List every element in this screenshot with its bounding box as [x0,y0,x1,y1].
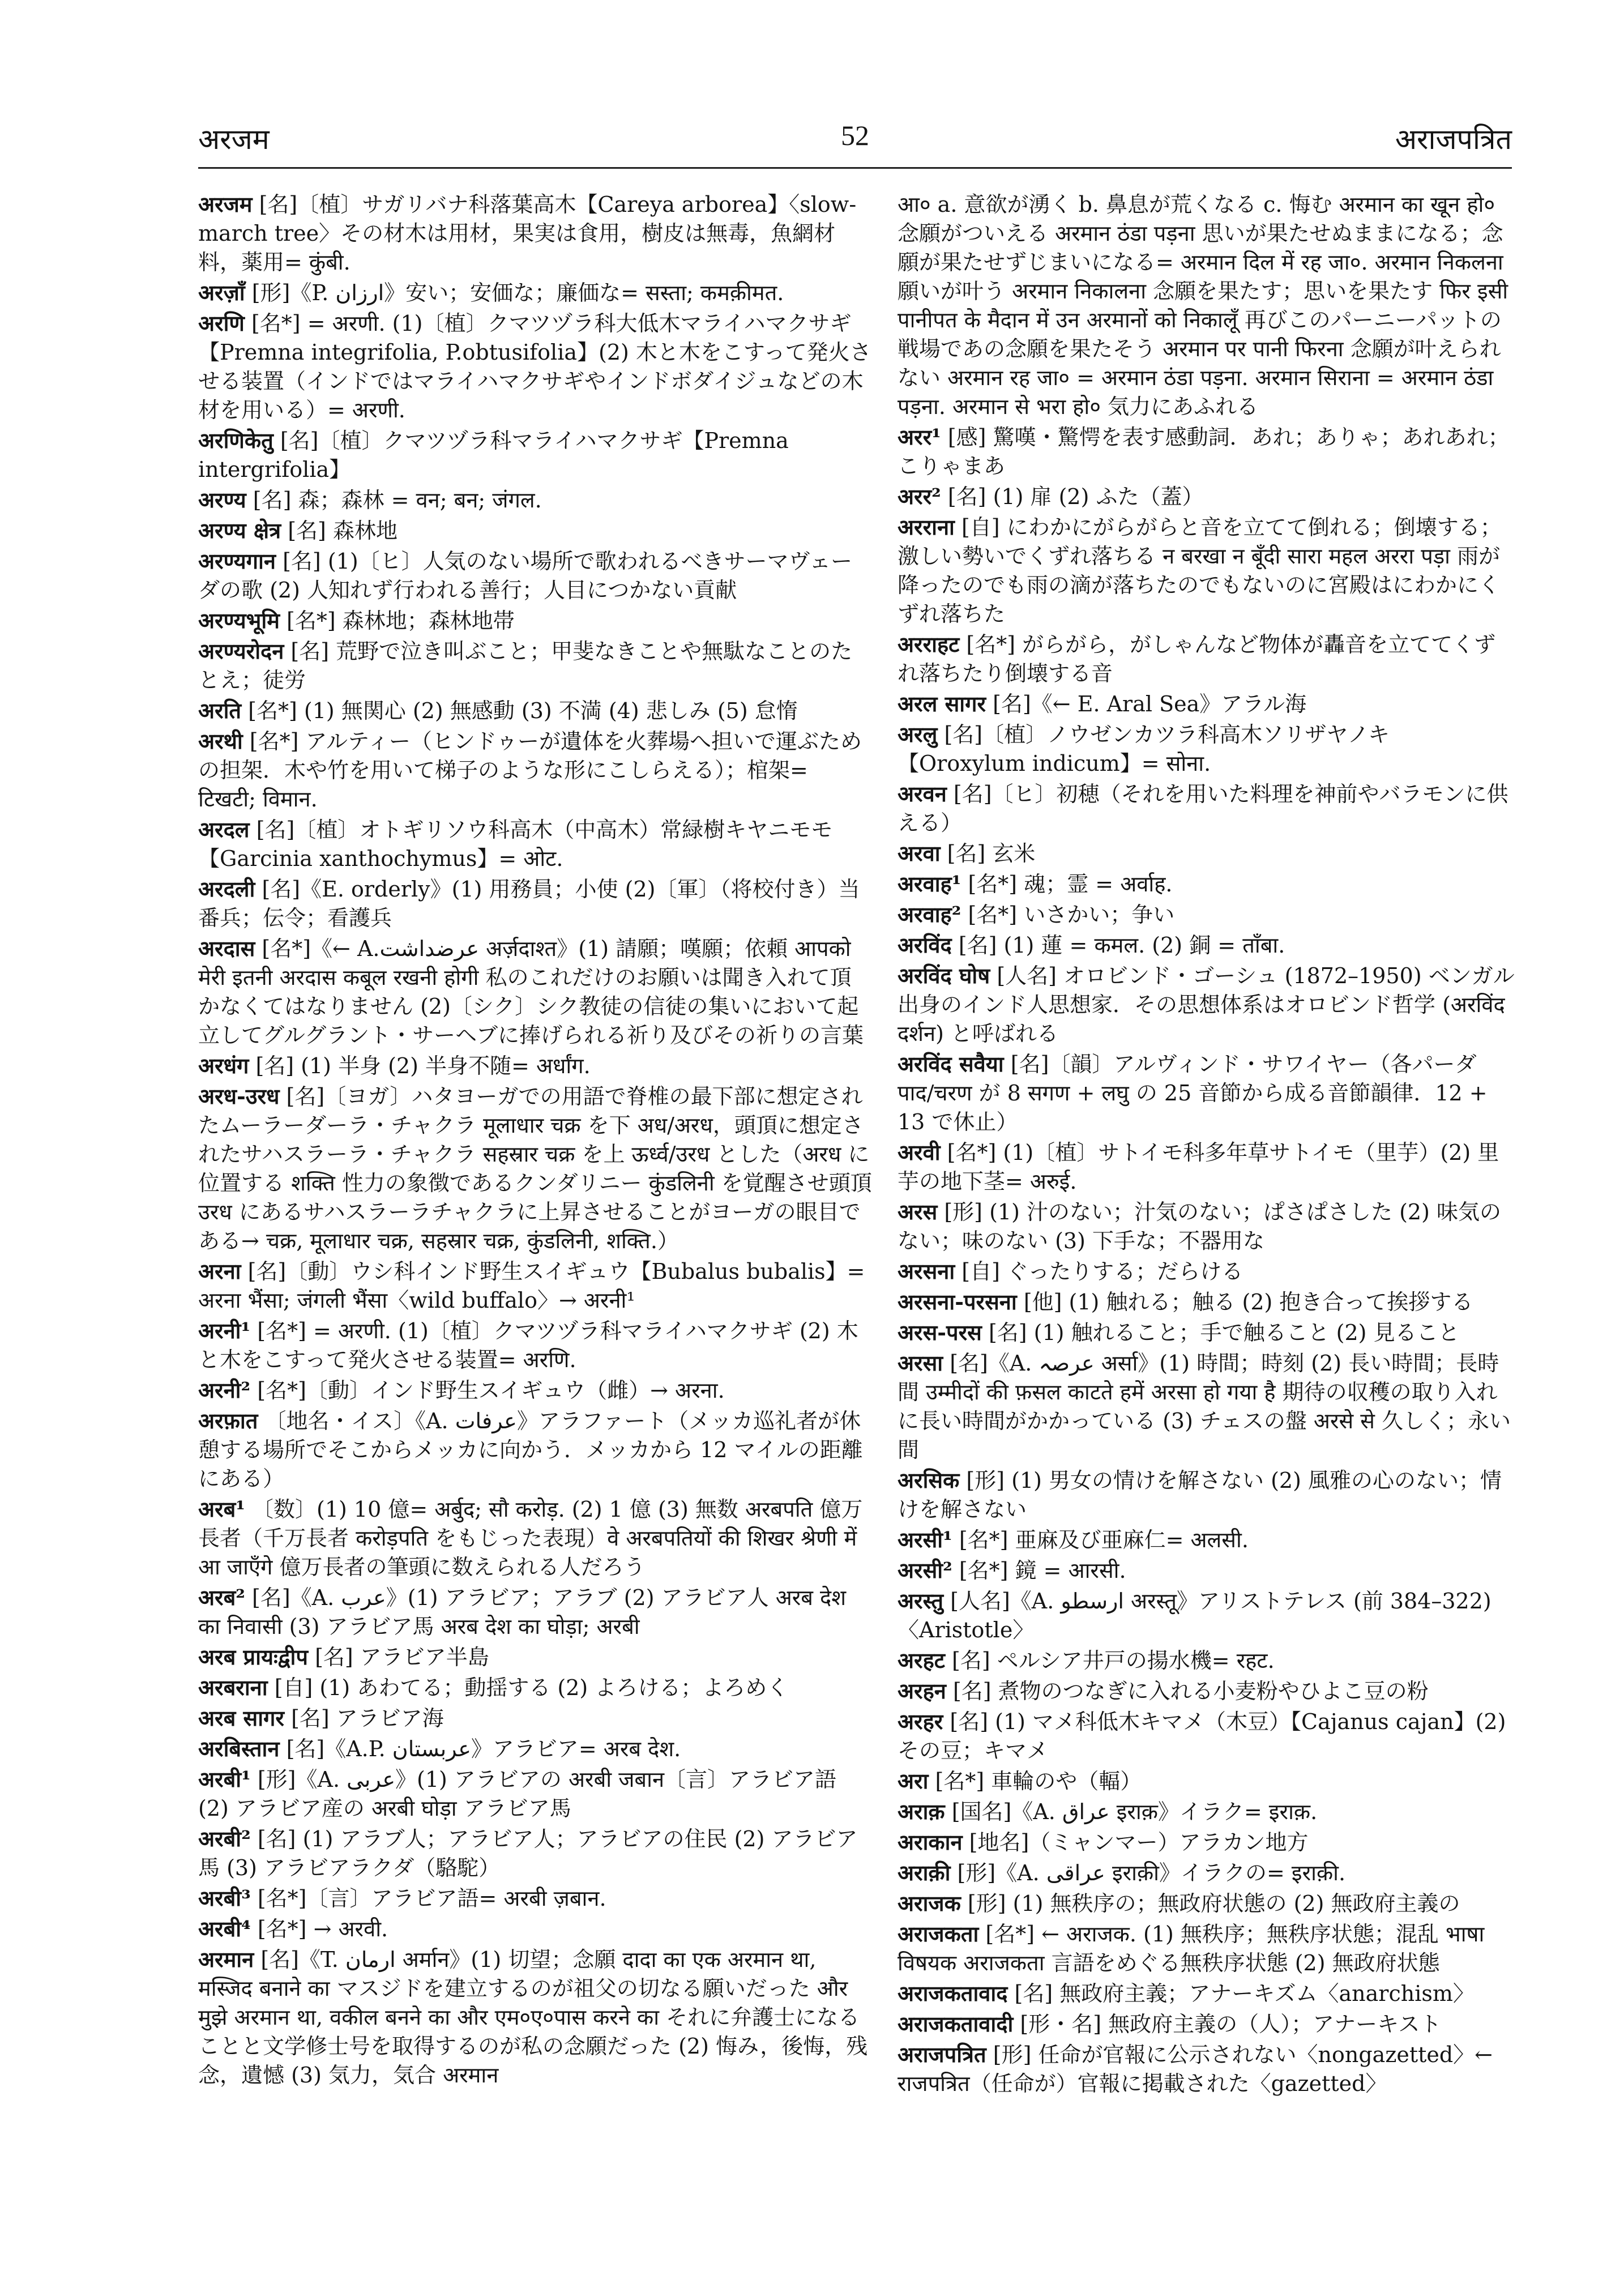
dictionary-entry [898,190,1515,421]
entry-definition: [名*]〔言〕アラビア語= अरबी ज़बान. [257,1886,606,1911]
entry-headword: अराजपत्रित [898,2042,986,2067]
dictionary-entry [198,426,872,484]
dictionary-entry [198,727,872,814]
dictionary-entry [198,1583,872,1641]
entry-definition: [名*] 魂；霊 = अर्वाह. [968,872,1173,897]
entry-definition: [名]《A. عرب》(1) アラビア；アラブ (2) アラビア人 अरब देश का निवासी (3) アラビア馬 अरब देश का घोड़ा; अरबी [198,1585,847,1639]
entry-headword: अरबिस्तान [198,1736,280,1761]
entry-headword: अरसा [898,1350,943,1376]
dictionary-entry [198,278,872,308]
dictionary-entry [898,1257,1515,1286]
entry-headword: अरण्यरोदन [198,638,284,664]
page-number: 52 [841,119,869,151]
dictionary-entry [898,1828,1515,1857]
entry-definition: [人名] オロビンド・ゴーシュ (1872–1950) ベンガル出身のインド人思想家．その思想体系はオロビンド哲学 (अरविंद दर्शन) と呼ばれる [898,963,1515,1046]
entry-headword: अरहट [898,1647,945,1673]
entry-definition: [名] (1) 扉 (2) ふた（蓋） [947,484,1204,509]
entry-headword: अरमान [198,1947,254,1972]
dictionary-entry [898,1889,1515,1918]
entry-headword: अरस्तु [898,1588,944,1614]
entry-definition: [人名]《A. ارسطو अरस्तू》アリストテレス (前 384–322)〈Aristotle〉 [898,1589,1491,1642]
dictionary-entry [198,309,872,425]
entry-headword: अरवाह¹ [898,871,961,897]
entry-headword: अरध-उरध [198,1083,280,1109]
entry-definition: [形・名] 無政府主義の（人）；アナーキスト [1020,2012,1442,2037]
entry-definition: [名] ペルシア井戸の揚水機= रहट. [952,1648,1275,1673]
entry-headword: अरज़ाँ [198,280,245,305]
entry-headword: अरहर [898,1709,943,1734]
dictionary-entry [898,630,1515,688]
entry-definition: [自] (1) あわてる；動揺する (2) よろける；よろめく [274,1675,789,1700]
entry-headword: अरवा [898,840,941,866]
dictionary-entry [898,779,1515,838]
entry-definition: [名]〔植〕クマツヅラ科マライハマクサギ【Premna intergrifolia】 [198,428,789,482]
dictionary-entry [898,1707,1515,1765]
entry-definition: [名*] ← अराजक. (1) 無秩序；無秩序状態；混乱 भाषा विषयक अराजकता 言語をめぐる無秩序状態 (2) 無政府状態 [898,1922,1485,1975]
entry-headword: अरथी [198,728,243,754]
entry-headword: अराकान [898,1829,963,1855]
entry-definition: [名]〔韻〕アルヴィンド・サワイヤー（各パーダ पाद/चरण が 8 सगण + लघु の 25 音節から成る音節韻律．12 + 13 で休止） [898,1052,1488,1134]
entry-headword: अरण्यगान [198,548,276,574]
entry-headword: अरणि [198,310,245,336]
entry-definition: [名] 荒野で泣き叫ぶこと；甲斐なきことや無駄なことのたとえ；徒労 [198,639,853,693]
entry-headword: अराजकतावाद [898,1981,1008,2006]
dictionary-entry [198,637,872,695]
entry-definition: [名]〔動〕ウシ科インド野生スイギュウ【Bubalus bubalis】= अरना भैंसा; जंगली भैंसा〈wild buffalo〉→ अरनी¹ [198,1259,865,1313]
entry-definition: [名]《← E. Aral Sea》アラル海 [993,692,1307,716]
dictionary-entry [898,2009,1515,2039]
dictionary-entry [898,900,1515,929]
dictionary-entry [898,689,1515,719]
entry-headword: अरराहट [898,631,960,657]
dictionary-entry [198,516,872,545]
entry-headword: अरल सागर [898,691,986,716]
dictionary-entry [898,482,1515,511]
dictionary-entry [198,1051,872,1081]
entry-headword: अराक़ी [898,1860,951,1885]
entry-headword: अरहन [898,1678,946,1704]
entry-headword: अरनी² [198,1377,251,1403]
entry-headword: अरदास [198,936,255,961]
entry-definition: [名*]《← A.عرضداشت अर्ज़दाश्त》(1) 請願；嘆願；依頼 आपको मेरी इतनी अरदास कबूल रखनी होगी 私のこれだけのお願いは聞き入れて頂かなくてはなりません (2)〔シク〕シク教徒の信徒の集いにおいて起立してグルグラント・サーヘブに捧げられる祈り及びその祈りの言葉 [198,936,864,1048]
entry-headword: अराजकतावादी [898,2011,1014,2037]
entry-headword: अरबराना [198,1675,268,1700]
dictionary-entry [898,931,1515,960]
entry-definition: [自] ぐったりする；だらける [961,1259,1243,1284]
entry-definition: [自] にわかにがらがらと音を立てて倒れる；倒壊する；激しい勢いでくずれ落ちる न बरखा न बूँदी सारा महल अररा पड़ा 雨が降ったのでも雨の滴が落ちたのでもないのに宮殿はにわかにくずれ落ちた [898,515,1502,626]
dictionary-entry [198,190,872,277]
entry-definition: [形] (1) 無秩序の；無政府状態の (2) 無政府主義の [967,1891,1460,1916]
entry-definition: [名]〔植〕オトギリソウ科高木（中高木）常緑樹キヤニモモ【Garcinia xanthochymus】= ओट. [198,817,833,871]
entry-definition: [名*] (1)〔植〕サトイモ科多年草サトイモ（里芋）(2) 里芋の地下茎= अरुई. [898,1140,1499,1194]
dictionary-entry [198,1642,872,1672]
entry-headword: अरस [898,1199,938,1224]
dictionary-entry [898,1287,1515,1317]
entry-definition: [名*] アルティー（ヒンドゥーが遺体を火葬場へ担いで運ぶための担架．木や竹を用いて梯子のような形にこしらえる）；棺架= टिखटी; विमान. [198,729,862,812]
entry-definition: [名]《A.P. عربستان》アラビア= अरब देश. [286,1736,681,1761]
entry-definition: [名] 煮物のつなぎに入れる小麦粉やひよこ豆の粉 [952,1679,1429,1704]
dictionary-entry [898,1797,1515,1826]
entry-headword: अरबी⁴ [198,1916,251,1941]
entry-definition: [名] 森；森林 = वन; बन; जंगल. [253,488,542,513]
dictionary-entry [898,1466,1515,1524]
entry-headword: अराक़ [898,1799,945,1824]
dictionary-entry [898,1049,1515,1137]
entry-headword: अरर¹ [898,424,941,450]
dictionary-entry [898,1197,1515,1256]
dictionary-entry [898,1348,1515,1465]
entry-definition: [感] 驚嘆・驚愕を表す感動詞．あれ；ありゃ；あれあれ；こりゃまあ [898,425,1510,479]
dictionary-entry [198,1945,872,2090]
dictionary-entry [198,1914,872,1944]
dictionary-entry [198,485,872,515]
entry-definition: [名*] (1) 無関心 (2) 無感動 (3) 不満 (4) 悲しみ (5) 怠惰 [248,698,798,723]
dictionary-entry [898,1138,1515,1196]
entry-headword: अरसना-परसना [898,1289,1017,1314]
entry-definition: [名] (1) マメ科低木キマメ（木豆）【Cajanus cajan】(2) その豆；キマメ [898,1709,1506,1763]
entry-definition: [名]〔ヨガ〕ハタヨーガでの用語で脊椎の最下部に想定されたムーラーダーラ・チャクラ मूलाधार चक्र を下 अध/अरध，頭頂に想定されたサハスラーラ・チャクラ सहस्रार चक्र を上 ऊर्ध्व/उरध とした（अरध に位置する शक्ति 性力の象徴であるクンダリニー कुंडलिनी を覚醒させ頭頂 उरध にあるサハスラーラチャクラに上昇させることがヨーガの眼目である→ चक्र, मूलाधार चक्र, सहस्रार चक्र, कुंडलिनी, शक्ति.） [198,1084,872,1253]
entry-headword: अरदली [198,876,255,902]
entry-definition: [名]〔植〕ノウゼンカツラ科高木ソリザヤノキ【Oroxylum indicum】= सोना. [898,722,1390,776]
dictionary-entry [898,720,1515,778]
dictionary-entry [898,2040,1515,2098]
entry-definition: [名*] 森林地；森林地帯 [287,608,515,633]
dictionary-entry [198,874,872,933]
entry-definition: [名] アラビア半島 [315,1645,489,1670]
entry-definition: [名] (1) 半身 (2) 半身不随= अर्धांग. [255,1053,591,1078]
entry-headword: अरबी³ [198,1885,251,1911]
entry-headword: अरधंग [198,1053,249,1078]
dictionary-entry [898,1858,1515,1888]
entry-headword: अरबी² [198,1826,251,1851]
entry-definition: [形]《A. عربی》(1) アラビアの अरबी जबान〔言〕アラビア語 (2) アラビア産の अरबी घोड़ा アラビア馬 [198,1767,837,1821]
right-column [898,190,1515,2099]
entry-definition: 〔地名・イス〕《A. عرفات》アラファート（メッカ巡礼者が休憩する場所でそこからメッカに向かう．メッカから 12 マイルの距離にある） [198,1409,863,1491]
entry-headword: अरसिक [898,1467,960,1493]
entry-definition: [名*] 車輪のや（輻） [935,1769,1142,1794]
dictionary-entry [898,513,1515,629]
entry-definition: [名] (1) 蓮 = कमल. (2) 銅 = ताँबा. [958,933,1285,958]
dictionary-entry [898,1525,1515,1555]
dictionary-entry [198,1704,872,1733]
entry-headword: अरदल [198,817,250,842]
entry-definition: [名]《E. orderly》(1) 用務員；小使 (2)〔軍〕（将校付き）当番兵；伝令；看護兵 [198,877,860,931]
dictionary-entry [198,815,872,873]
entry-definition: 〔数〕(1) 10 億= अर्बुद; सौ करोड़. (2) 1 億 (3) 無数 अरबपति 億万長者（千万長者 करोड़पति をもじった表現）वे अरबपतियों की शिखर श्रेणी में आ जाएँगे 億万長者の筆頭に数えられる人だろう [198,1497,863,1580]
entry-definition: [名*] 亜麻及び亜麻仁= अलसी. [959,1527,1249,1552]
entry-headword: अरविंद सवैया [898,1051,1004,1077]
dictionary-entry [198,547,872,605]
entry-definition: आ० a. 意欲が湧く b. 鼻息が荒くなる c. 悔む अरमान का खून हो० 念願がついえる अरमान ठंडा पड़ना 思いが果たせぬままになる；念願が果たせずじまいになる= अरमान दिल में रह जा०. अरमान निकलना 願いが叶う अरमान निकालना 念願を果たす；思いを果たす फिर इसी पानीपत के मैदान में उन अरमानों को निकालूँ 再びこのパーニーパットの戦場であの念願を果たそう अरमान पर पानी फिरना 念願が叶えられない अरमान रह जा० = अरमान ठंडा पड़ना. अरमान सिराना = अरमान ठंडा पड़ना. अरमान से भरा हो० 気力にあふれる [898,192,1508,419]
dictionary-entry [898,422,1515,481]
entry-definition: [名] 玄米 [947,841,1036,866]
dictionary-entry [898,961,1515,1048]
dictionary-entry [198,1824,872,1883]
entry-definition: [名*] 鏡 = आरसी. [959,1558,1126,1583]
dictionary-entry [198,1765,872,1823]
dictionary-entry [198,934,872,1050]
entry-headword: अरफ़ात [198,1408,258,1433]
entry-definition: [名*]〔動〕インド野生スイギュウ（雌）→ अरना. [257,1378,725,1403]
entry-definition: [名] (1)〔ヒ〕人気のない場所で歌われるべきサーマヴェーダの歌 (2) 人知れず行われる善行；人目につかない貢献 [198,549,853,603]
entry-headword: अरण्य क्षेत्र [198,518,281,543]
dictionary-entry [898,1766,1515,1796]
entry-definition: [名]〔ヒ〕初穂（それを用いた料理を神前やバラモンに供える） [898,782,1508,835]
dictionary-entry [898,1586,1515,1645]
entry-headword: अरराना [898,514,955,540]
dictionary-entry [898,1646,1515,1675]
entry-headword: अरनी¹ [198,1318,251,1343]
page-header [198,119,1512,164]
dictionary-entry [198,1376,872,1405]
entry-headword: अरसी² [898,1557,952,1583]
entry-definition: [他] (1) 触れる；触る (2) 抱き合って挨拶する [1023,1290,1473,1314]
dictionary-entry [198,606,872,635]
entry-headword: अरलु [898,722,938,747]
entry-headword: अरणिकेतु [198,428,273,453]
entry-headword: अरब प्रायःद्वीप [198,1644,308,1670]
entry-headword: अरस-परस [898,1320,982,1345]
dictionary-entry [898,1919,1515,1978]
dictionary-entry [198,1495,872,1582]
entry-definition: [名] アラビア海 [291,1706,444,1731]
dictionary-entry [198,1734,872,1764]
entry-definition: [形] 任命が官報に公示されない〈nongazetted〉← राजपत्रित（任命が）官報に掲載された〈gazetted〉 [898,2042,1493,2096]
entry-definition: [名] (1) アラブ人；アラビア人；アラビアの住民 (2) アラビア馬 (3) アラビアラクダ（駱駝） [198,1826,858,1880]
entry-headword: अरसी¹ [898,1527,952,1552]
dictionary-entry [898,869,1515,899]
dictionary-entry [198,1316,872,1375]
entry-definition: [名]〔植〕サガリバナ科落葉高木【Careya arborea】〈slow-march tree〉その材木は用材，果実は食用，樹皮は無毒，魚網材料，薬用= कुंबी. [198,192,857,275]
entry-definition: [名]《T. ارمان अर्मान》(1) 切望；念願 दादा का एक अरमान था, मस्जिद बनाने का マスジドを建立するのが祖父の切なる願いだった और मुझे अरमान था, वकील बनने का और एम०ए०पास करने का それに弁護士になることと文学修士号を取得するのが私の念願だった (2) 悔み，後悔，残念，遺憾 (3) 気力，気合 अरमान [198,1947,868,2088]
entry-headword: अरवी [898,1139,941,1165]
right-guide-word: अराजपत्रित [1395,123,1512,156]
dictionary-entry [198,696,872,725]
header-rule [198,167,1512,169]
dictionary-entry [898,1556,1515,1585]
entry-headword: अरबी¹ [198,1766,251,1792]
entry-headword: अरवन [898,781,947,806]
entry-headword: अराजक [898,1890,961,1916]
entry-headword: अराजकता [898,1921,979,1947]
entry-definition: [名*] いさかい；争い [968,902,1175,927]
entry-definition: [地名]（ミャンマー）アラカン地方 [969,1830,1309,1855]
dictionary-entry [898,1979,1515,2008]
dictionary-entry [898,1676,1515,1706]
entry-definition: [名*] がらがら，がしゃんなど物体が轟音を立ててくずれ落ちたり倒壊する音 [898,632,1496,686]
entry-headword: अरब सागर [198,1705,284,1731]
entry-headword: अरण्य [198,487,246,513]
entry-headword: अरजम [198,191,253,217]
dictionary-entry [198,1884,872,1913]
entry-definition: [名*] = अरणी. (1)〔植〕クマツヅラ科大低木マライハマクサギ【Premna integrifolia, P.obtusifolia】(2) 木と木をこすって発火させる装置（インドではマライハマクサギやインドボダイジュなどの木材を用いる）= अरणी. [198,311,871,422]
dictionary-entry [198,1673,872,1702]
entry-headword: अरविंद [898,932,952,958]
entry-definition: [名] 森林地 [288,518,398,543]
entry-definition: [名] (1) 触れること；手で触ること (2) 見ること [988,1320,1460,1345]
left-column [198,190,872,2091]
entry-definition: [形]《A. عراقی इराक़ी》イラクの= इराक़ी. [957,1860,1346,1885]
entry-definition: [国名]《A. عراق इराक़》イラク= इराक़. [951,1799,1318,1824]
entry-definition: [名] 無政府主義；アナーキズム〈anarchism〉 [1014,1981,1475,2006]
entry-definition: [名*] = अरणी. (1)〔植〕クマツヅラ科マライハマクサギ (2) 木と木をこすって発火させる装置= अरणि. [198,1318,858,1372]
entry-headword: अरना [198,1258,241,1284]
entry-definition: [名*] → अरवी. [257,1917,388,1941]
entry-definition: [形]《P. ارزان》安い；安価な；廉価な= सस्ता; कमक़ीमत. [251,280,784,305]
entry-headword: अरण्यभूमि [198,608,280,633]
entry-headword: अरवाह² [898,902,961,927]
dictionary-entry [198,1257,872,1315]
entry-headword: अरब² [198,1585,245,1610]
dictionary-entry [898,1318,1515,1347]
entry-definition: [形] (1) 汁のない；汁気のない；ぱさぱさした (2) 味気のない；味のない (3) 下手な；不器用な [898,1200,1501,1253]
entry-headword: अरा [898,1768,929,1794]
dictionary-entry [198,1406,872,1493]
entry-headword: अरविंद घोष [898,963,990,988]
entry-definition: [形] (1) 男女の情けを解さない (2) 風雅の心のない；情けを解さない [898,1468,1502,1522]
entry-headword: अरब¹ [198,1496,245,1522]
entry-headword: अरसना [898,1258,955,1284]
entry-headword: अरर² [898,484,941,509]
entry-definition: [名]《A. عرصہ अर्सा》(1) 時間；時刻 (2) 長い時間；長時間 उम्मीदों की फ़सल काटते हमें अरसा हो गया है 期待の収穫の取り入れに長い時間がかかっている (3) チェスの盤 अरसे से 久しく；永い間 [898,1351,1511,1462]
dictionary-entry [198,1082,872,1256]
left-guide-word: अरजम [198,123,270,156]
dictionary-entry [898,839,1515,868]
entry-headword: अरति [198,698,242,723]
